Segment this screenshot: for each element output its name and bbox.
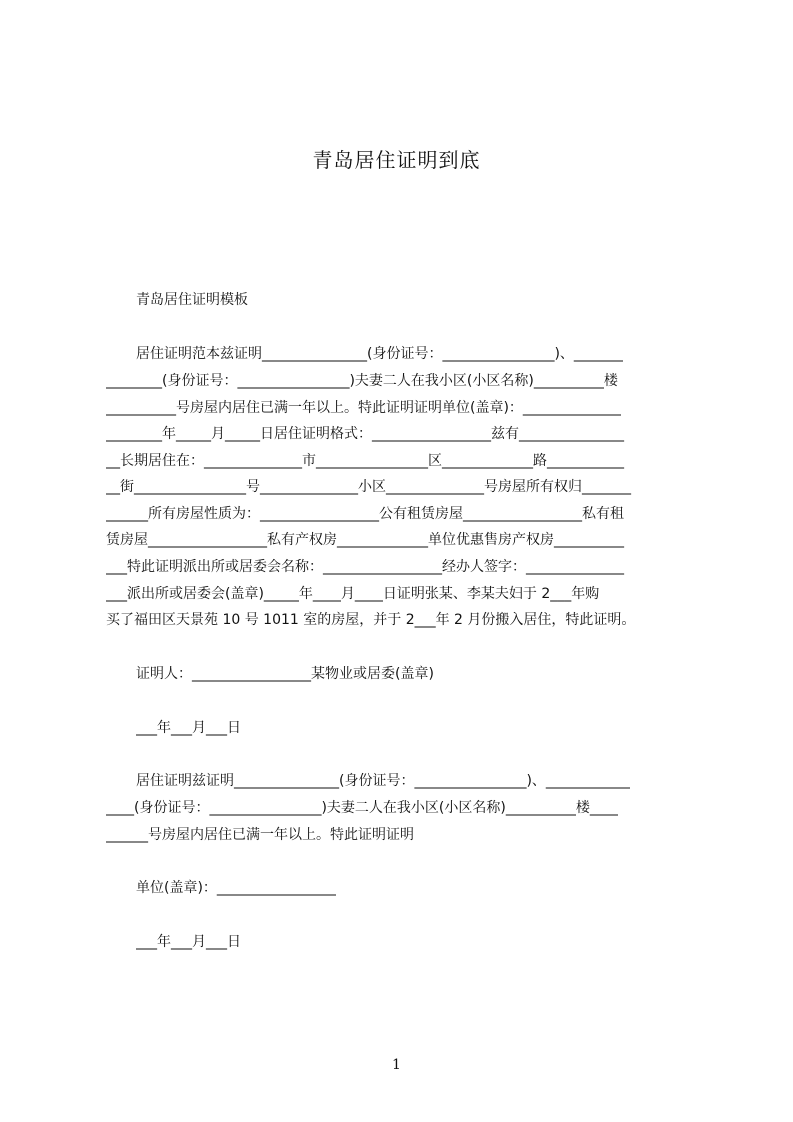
body-line-5: __长期居住在：______________市________________区_____________路___________ [106, 453, 624, 469]
page-number: 1 [392, 1057, 401, 1073]
body-line-8: 赁房屋_________________私有产权房_____________单位优惠售房产权房__________ [106, 532, 624, 548]
document-title: 青岛居住证明到底 [312, 148, 481, 172]
unit-seal-line: 单位(盖章)：_________________ [136, 880, 336, 896]
second-line-1: 居住证明兹证明_______________(身份证号：________________)、____________ [136, 773, 630, 789]
date-line-2: ___年___月___日 [136, 934, 241, 950]
body-line-7: ______所有房屋性质为：_________________公有租赁房屋_________________私有租 [106, 506, 624, 522]
date-line-1: ___年___月___日 [136, 720, 241, 736]
body-line-10: ___派出所或居委会(盖章)_____年____月____日证明张某、李某夫妇于 2___年购 [106, 586, 600, 602]
body-line-9: ___特此证明派出所或居委会名称：_________________经办人签字：______________ [106, 559, 624, 575]
second-line-2: ____(身份证号：________________)夫妻二人在我小区(小区名称)__________楼____ [106, 800, 618, 816]
body-line-3: __________号房屋内居住已满一年以上。特此证明证明单位(盖章)：______________ [106, 400, 621, 416]
body-line-11: 买了福田区天景苑 10 号 1011 室的房屋，并于 2___年 2 月份搬入居住，特此证明。 [106, 612, 636, 628]
document-subtitle: 青岛居住证明模板 [136, 292, 248, 308]
second-line-3: ______号房屋内居住已满一年以上。特此证明证明 [106, 827, 414, 843]
body-line-1: 居住证明范本兹证明_______________(身份证号：________________)、_______ [136, 346, 623, 362]
witness-line: 证明人：_________________某物业或居委(盖章) [136, 666, 434, 682]
body-line-6: __街________________号______________小区______________号房屋所有权归_______ [106, 479, 631, 495]
body-line-4: ________年_____月_____日居住证明格式：_________________兹有_______________ [106, 426, 624, 442]
body-line-2: ________(身份证号：________________)夫妻二人在我小区(小区名称)__________楼 [106, 373, 618, 389]
